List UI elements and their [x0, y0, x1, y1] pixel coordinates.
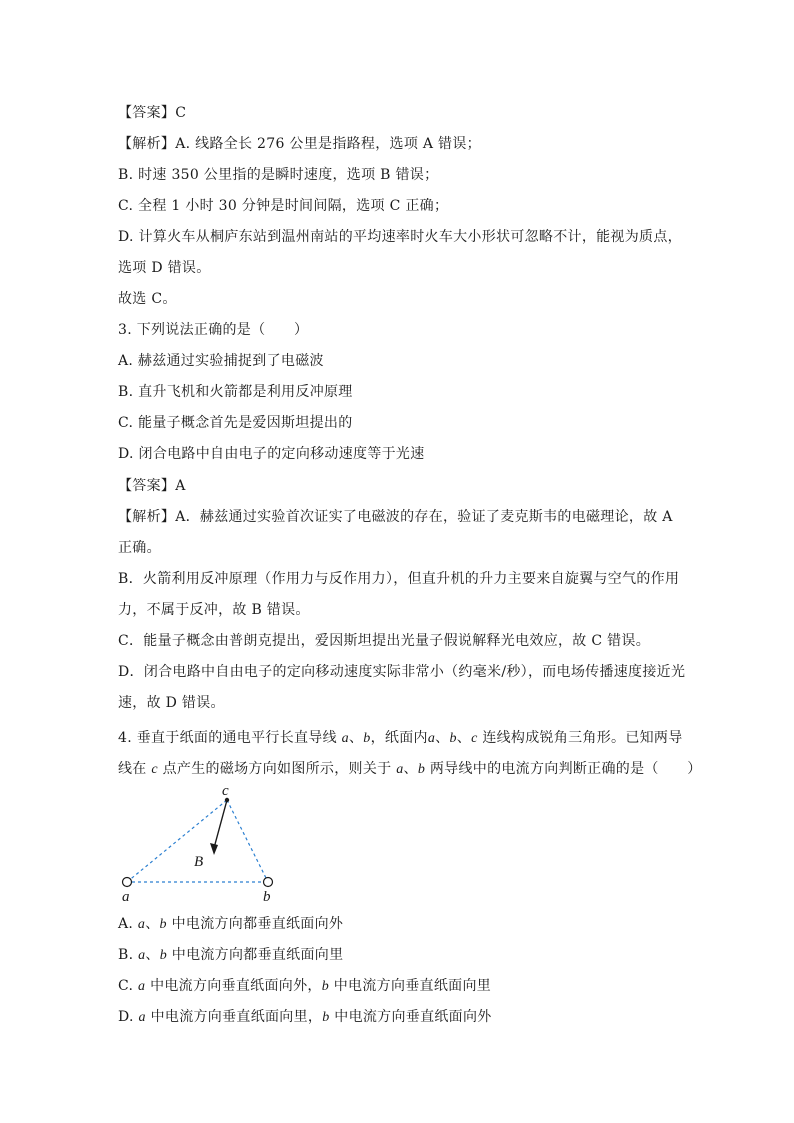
label-B: B — [194, 854, 204, 870]
q3-option-a: A. 赫兹通过实验捕捉到了电磁波 — [118, 353, 324, 369]
q3-answer: 【答案】A — [118, 478, 186, 494]
q4-stem-line-1: 4. 垂直于纸面的通电平行长直导线 a、b，纸面内a、b、c 连线构成锐角三角形。已知两导 — [118, 730, 683, 746]
q3-option-c: C. 能量子概念首先是爱因斯坦提出的 — [118, 415, 353, 431]
field-vector-B — [214, 800, 227, 848]
label-c: c — [222, 783, 229, 799]
q3-analysis-line: B．火箭利用反冲原理（作用力与反作用力），但直升机的升力主要来自旋翼与空气的作用 — [118, 571, 680, 587]
q3-analysis-line: 力，不属于反冲，故 B 错误。 — [118, 602, 310, 618]
q3-analysis-line: C．能量子概念由普朗克提出，爱因斯坦提出光量子假说解释光电效应，故 C 错误。 — [118, 633, 651, 649]
q4-stem-line-2: 线在 c 点产生的磁场方向如图所示，则关于 a、b 两导线中的电流方向判断正确的是（ ） — [118, 761, 702, 777]
q2-analysis-line: C. 全程 1 小时 30 分钟是时间间隔，选项 C 正确； — [118, 198, 449, 214]
q2-answer: 【答案】C — [118, 105, 187, 121]
label-b: b — [263, 889, 271, 905]
q2-analysis-line: 【解析】A. 线路全长 276 公里是指路程，选项 A 错误； — [118, 136, 481, 152]
q3-analysis-line: 正确。 — [118, 540, 161, 556]
q3-analysis-line: 【解析】A．赫兹通过实验首次证实了电磁波的存在，验证了麦克斯韦的电磁理论，故 A — [118, 509, 673, 525]
q2-analysis-line: 选项 D 错误。 — [118, 260, 211, 276]
wire-a — [123, 878, 132, 887]
q3-stem: 3. 下列说法正确的是（ ） — [118, 322, 309, 338]
q4-option-d: D. a 中电流方向垂直纸面向里，b 中电流方向垂直纸面向外 — [118, 1009, 492, 1025]
q3-analysis-line: 速，故 D 错误。 — [118, 695, 225, 711]
q3-option-d: D. 闭合电路中自由电子的定向移动速度等于光速 — [118, 446, 425, 462]
q4-option-c: C. a 中电流方向垂直纸面向外，b 中电流方向垂直纸面向里 — [118, 978, 492, 994]
q4-option-a: A. a、b 中电流方向都垂直纸面向外 — [118, 916, 344, 932]
dashed-side-ac — [127, 800, 227, 882]
arrowhead-icon — [210, 843, 218, 855]
q3-option-b: B. 直升飞机和火箭都是利用反冲原理 — [118, 384, 353, 400]
q3-analysis-line: D．闭合电路中自由电子的定向移动速度实际非常小（约毫米/秒），而电场传播速度接近光 — [118, 664, 686, 680]
q2-conclusion: 故选 C。 — [118, 291, 177, 307]
q4-option-b: B. a、b 中电流方向都垂直纸面向里 — [118, 947, 344, 963]
q4-triangle-figure — [110, 780, 300, 910]
q2-analysis-line: D. 计算火车从桐庐东站到温州南站的平均速率时火车大小形状可忽略不计，能视为质点， — [118, 229, 682, 245]
label-a: a — [122, 889, 130, 905]
q2-analysis-line: B. 时速 350 公里指的是瞬时速度，选项 B 错误； — [118, 167, 439, 183]
wire-b — [264, 878, 273, 887]
dashed-side-cb — [227, 800, 268, 882]
